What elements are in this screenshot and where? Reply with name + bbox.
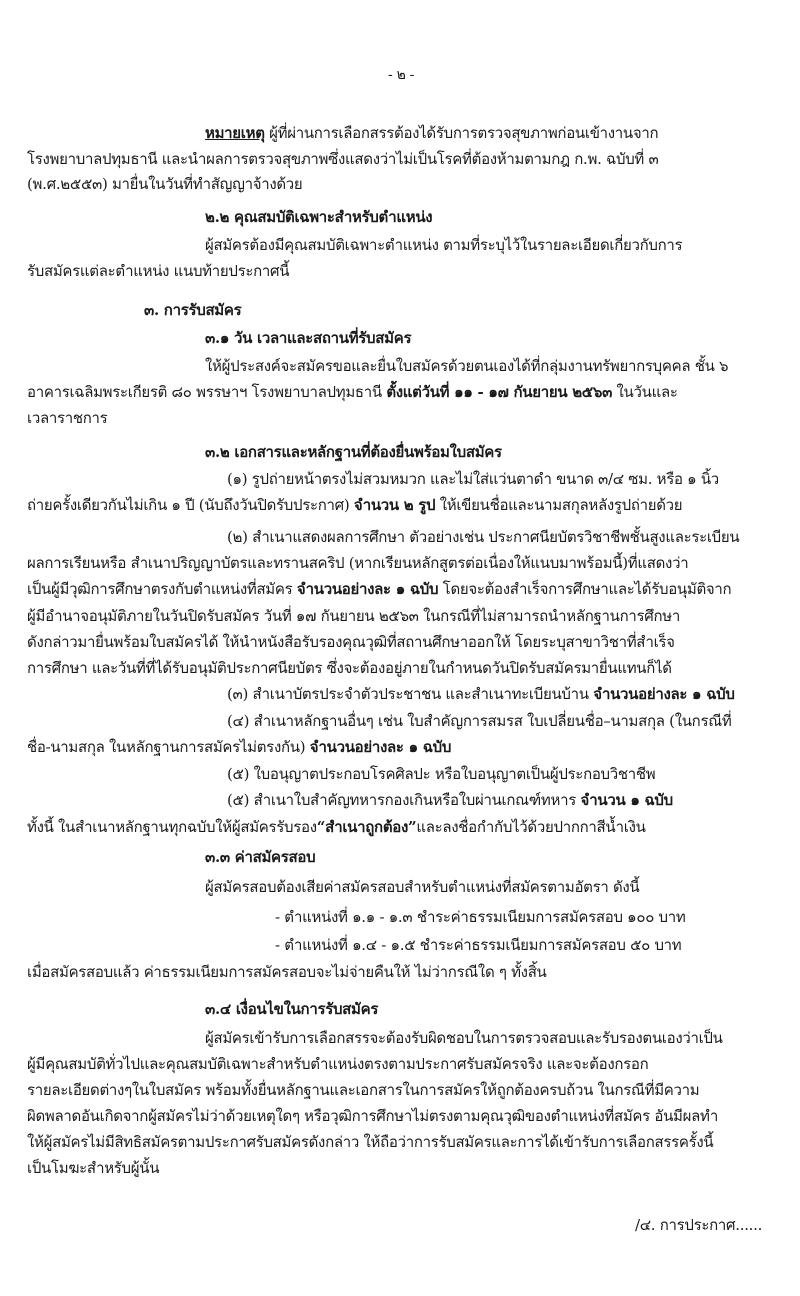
section-2-2-line-2: รับสมัครแต่ละตำแหน่ง แนบท้ายประกาศนี้ [27, 262, 290, 280]
count: จำนวนอย่างละ ๑ ฉบับ [309, 738, 452, 756]
item-1-line-1: (๑) รูปถ่ายหน้าตรงไม่สวมหมวก และไม่ใส่แว่นตาดำ ขนาด ๓/๔ ซม. หรือ ๑ นิ้ว [227, 470, 719, 488]
section-3-3-line-1: ผู้สมัครสอบต้องเสียค่าสมัครสอบสำหรับตำแหน่งที่สมัครตามอัตรา ดังนี้ [205, 878, 640, 896]
section-3-1-line-3: เวลาราชการ [27, 409, 108, 427]
certify-line [27, 816, 646, 838]
item-2-line-5: ดังกล่าวมายื่นพร้อมใบสมัครได้ ให้นำหนังสือรับรองคุณวุฒิที่สถานศึกษาออกให้ โดยระบุสาขาวิชาที่สำเร็จ [27, 633, 675, 651]
text: ในวันและ [612, 383, 678, 401]
section-3-4-line-3: รายละเอียดต่างๆในใบสมัคร พร้อมทั้งยื่นหลักฐานและเอกสารในการสมัครให้ถูกต้องครบถ้วน ในกรณีที่มีความ [27, 1081, 700, 1099]
section-3-1-heading: ๓.๑ วัน เวลาและสถานที่รับสมัคร [205, 329, 412, 347]
count: จำนวนอย่างละ ๑ ฉบับ [296, 580, 439, 598]
text: ให้เขียนชื่อและนามสกุลหลังรูปถ่ายด้วย [435, 496, 683, 514]
section-2-2-line-1: ผู้สมัครต้องมีคุณสมบัติเฉพาะตำแหน่ง ตามที่ระบุไว้ในรายละเอียดเกี่ยวกับการ [205, 236, 683, 254]
item-2-line-4: ผู้มีอำนาจอนุมัติภายในวันปิดรับสมัคร วันที่ ๑๗ กันยายน ๒๕๖๓ ในกรณีที่ไม่สามารถนำหลักฐานการศึกษา [27, 607, 680, 625]
item-4-line-2 [27, 736, 451, 758]
section-3-2-heading: ๓.๒ เอกสารและหลักฐานที่ต้องยื่นพร้อมใบสมัคร [205, 443, 502, 461]
item-2-line-6: การศึกษา และวันที่ที่ได้รับอนุมัติประกาศนียบัตร ซึ่งจะต้องอยู่ภายในกำหนดวันปิดรับสมัครมายื่นแทนก็ได้ [27, 659, 672, 677]
remark-line-3: (พ.ศ.๒๕๕๓) มายื่นในวันที่ทำสัญญาจ้างด้วย [27, 175, 303, 193]
section-3-1-line-2 [27, 381, 678, 403]
item-2-line-1: (๒) สำเนาแสดงผลการศึกษา ตัวอย่างเช่น ประกาศนียบัตรวิชาชีพชั้นสูงและระเบียน [227, 528, 740, 546]
text: อาคารเฉลิมพระเกียรติ ๘๐ พรรษาฯ โรงพยาบาลปทุมธานี [27, 383, 387, 401]
text: เป็นผู้มีวุฒิการศึกษาตรงกับตำแหน่งที่สมัคร [27, 580, 297, 598]
item-6 [227, 789, 673, 811]
page-number: - ๒ - [388, 67, 415, 83]
text: โดยจะต้องสำเร็จการศึกษาและได้รับอนุมัติจาก [438, 580, 732, 598]
section-3-4-heading: ๓.๔ เงื่อนไขในการรับสมัคร [205, 1000, 379, 1018]
remark-label: หมายเหตุ [205, 124, 265, 142]
text: (๕) สำเนาใบสำคัญทหารกองเกินหรือใบผ่านเกณฑ์ทหาร [227, 791, 581, 809]
section-3-4-line-1: ผู้สมัครเข้ารับการเลือกสรรจะต้องรับผิดชอบในการตรวจสอบและรับรองตนเองว่าเป็น [205, 1029, 723, 1047]
fee-item-2: - ตำแหน่งที่ ๑.๔ - ๑.๕ ชำระค่าธรรมเนียมการสมัครสอบ ๕๐ บาท [275, 936, 682, 954]
section-2-2-heading: ๒.๒ คุณสมบัติเฉพาะสำหรับตำแหน่ง [205, 208, 433, 226]
section-3-heading: ๓. การรับสมัคร [144, 301, 242, 319]
text: ถ่ายครั้งเดียวกันไม่เกิน ๑ ปี (นับถึงวันปิดรับประกาศ) [27, 496, 354, 514]
item-2-line-3 [27, 578, 731, 600]
section-3-4-line-4: ผิดพลาดอันเกิดจากผู้สมัครไม่ว่าด้วยเหตุใดๆ หรือวุฒิการศึกษาไม่ตรงตามคุณวุฒิของตำแหน่งที่สมัคร อันมีผลทำ [27, 1107, 719, 1125]
remark-line-1 [205, 122, 658, 144]
remark-line-2: โรงพยาบาลปทุมธานี และนำผลการตรวจสุขภาพซึ่งแสดงว่าไม่เป็นโรคที่ต้องห้ามตามกฎ ก.พ. ฉบับที่ ๓ [27, 150, 659, 168]
count: จำนวน ๑ ฉบับ [580, 791, 673, 809]
item-5: (๕) ใบอนุญาตประกอบโรคศิลปะ หรือใบอนุญาตเป็นผู้ประกอบวิชาชีพ [227, 765, 656, 783]
section-3-4-line-2: ผู้มีคุณสมบัติทั่วไปและคุณสมบัติเฉพาะสำหรับตำแหน่งตรงตามประกาศรับสมัครจริง และจะต้องกรอก [27, 1055, 649, 1073]
remark-text-1: ผู้ที่ผ่านการเลือกสรรต้องได้รับการตรวจสุขภาพก่อนเข้างานจาก [269, 124, 659, 142]
count: จำนวน ๒ รูป [353, 496, 436, 514]
section-3-3-line-2: เมื่อสมัครสอบแล้ว ค่าธรรมเนียมการสมัครสอบจะไม่จ่ายคืนให้ ไม่ว่ากรณีใด ๆ ทั้งสิ้น [27, 963, 547, 981]
text: ชื่อ-นามสกุล ในหลักฐานการสมัครไม่ตรงกัน) [27, 738, 310, 756]
fee-item-1: - ตำแหน่งที่ ๑.๑ - ๑.๓ ชำระค่าธรรมเนียมการสมัครสอบ ๑๐๐ บาท [275, 908, 686, 926]
item-1-line-2 [27, 494, 682, 516]
item-4-line-1: (๔) สำเนาหลักฐานอื่นๆ เช่น ใบสำคัญการสมรส ใบเปลี่ยนชื่อ–นามสกุล (ในกรณีที่ [227, 712, 732, 730]
text: (๓) สำเนาบัตรประจำตัวประชาชน และสำเนาทะเบียนบ้าน [227, 685, 594, 703]
section-3-4-line-6: เป็นโมฆะสำหรับผู้นั้น [27, 1159, 160, 1177]
text: และลงชื่อกำกับไว้ด้วยปากกาสีน้ำเงิน [416, 818, 646, 836]
certified-copy-phrase: “สำเนาถูกต้อง” [316, 818, 417, 836]
continuation-marker: /๔. การประกาศ...... [635, 1216, 763, 1234]
section-3-4-line-5: ให้ผู้สมัครไม่มีสิทธิสมัครตามประกาศรับสมัครดังกล่าว ให้ถือว่าการรับสมัครและการได้เข้ารับการเลือกสรรครั้งนี้ [27, 1133, 714, 1151]
count: จำนวนอย่างละ ๑ ฉบับ [593, 685, 735, 703]
item-3 [227, 683, 735, 705]
section-3-3-heading: ๓.๓ ค่าสมัครสอบ [205, 848, 316, 866]
date-range: ตั้งแต่วันที่ ๑๑ - ๑๗ กันยายน ๒๕๖๓ [386, 383, 613, 401]
text: ทั้งนี้ ในสำเนาหลักฐานทุกฉบับให้ผู้สมัครรับรอง [27, 818, 317, 836]
section-3-1-line-1: ให้ผู้ประสงค์จะสมัครขอและยื่นใบสมัครด้วยตนเองได้ที่กลุ่มงานทรัพยากรบุคคล ชั้น ๖ [205, 357, 729, 375]
item-2-line-2: ผลการเรียนหรือ สำเนาปริญญาบัตรและทรานสคริป (หากเรียนหลักสูตรต่อเนื่องให้แนบมาพร้อมนี้)ที่แสดงว่า [27, 554, 689, 572]
